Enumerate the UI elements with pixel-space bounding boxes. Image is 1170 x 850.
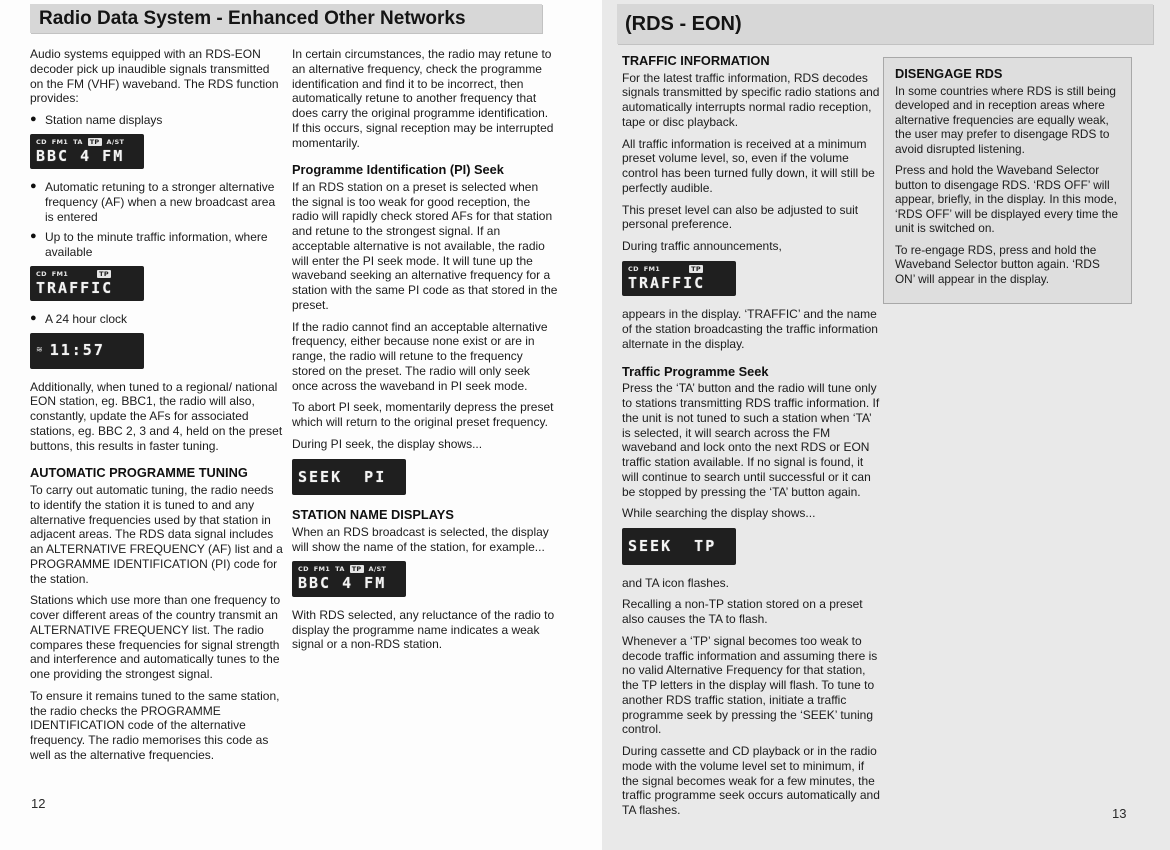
paragraph: When an RDS broadcast is selected, the display will show the name of the station, for example... bbox=[292, 524, 549, 554]
lcd-clock-text: 11:57 bbox=[49, 341, 105, 360]
page-12-title: Radio Data System - Enhanced Other Networks bbox=[39, 7, 466, 29]
cd-indicator: CD bbox=[36, 269, 47, 278]
paragraph: To abort PI seek, momentarily depress the preset which will return to the original preset frequency. bbox=[292, 400, 554, 430]
paragraph: During PI seek, the display shows... bbox=[292, 436, 483, 451]
intro-paragraph: Audio systems equipped with an RDS-EON decoder pick up inaudible signals transmitted on the FM (VHF) waveband. The RDS function provides: bbox=[30, 47, 279, 106]
page-12-header-band bbox=[30, 4, 542, 33]
section-heading-traffic-information: TRAFFIC INFORMATION bbox=[622, 53, 770, 68]
lcd-station-text: BBC 4 FM bbox=[36, 146, 125, 165]
lcd-indicator-row bbox=[36, 137, 138, 147]
lcd-traffic-display-1 bbox=[30, 266, 144, 301]
paragraph: To carry out automatic tuning, the radio needs to identify the station it is tuned to and any alternative frequencies used by that station in adjacent areas. The RDS data signal includes an ALTERNATIVE FREQUENCY (AF) list and a PROGRAMME IDENTIFICATION (PI) code for the station. bbox=[30, 483, 283, 586]
lcd-station-name-display-2 bbox=[292, 561, 406, 596]
paragraph: Press the ‘TA’ button and the radio will tune only to stations transmitting RDS traffic information. If the unit is not tuned to such a station when ‘TA’ is selected, it will search across the FM waveband and lock onto the next RDS or EON traffic station available. If no signal is found, it will continue to search until successful or it can be stopped by pressing the ‘TA’ button again. bbox=[622, 381, 880, 499]
bullet-text: Automatic retuning to a stronger alternative frequency (AF) when a new broadcast area is entered bbox=[45, 180, 276, 224]
paragraph: Stations which use more than one frequency to cover different areas of the country transmit an ALTERNATIVE FREQUENCY list. The radio compares these frequencies for signal strength and interference and automatically tunes to the one providing the strongest signal. bbox=[30, 593, 281, 682]
paragraph: During traffic announcements, bbox=[622, 239, 782, 254]
fm1-indicator: FM1 bbox=[51, 269, 69, 278]
lcd-indicator-row bbox=[628, 264, 730, 274]
ta-indicator: TA bbox=[335, 565, 345, 574]
page-13-header-band bbox=[617, 4, 1153, 44]
lcd-seek-pi-display bbox=[292, 459, 406, 495]
page-number-13: 13 bbox=[1112, 806, 1127, 821]
bullet-dot-icon: ● bbox=[30, 180, 37, 193]
paragraph: For the latest traffic information, RDS decodes signals transmitted by specific radio stations and automatically interrupts normal radio reception, tape or disc playback. bbox=[622, 70, 880, 129]
page-12-column-1 bbox=[30, 47, 284, 770]
page-13-title: (RDS - EON) bbox=[625, 12, 742, 35]
cd-indicator: CD bbox=[298, 565, 309, 574]
section-heading-pi-seek: Programme Identification (PI) Seek bbox=[292, 162, 504, 178]
paragraph: Whenever a ‘TP’ signal becomes too weak to decode traffic information and assuming there is no valid Alternative Frequency for that station, the TP letters in the display will flash. To tune to another RDS traffic station, initiate a traffic programme seek by pressing the ‘SEEK’ tuning control. bbox=[622, 633, 878, 737]
bullet-item-traffic-info bbox=[30, 230, 284, 260]
fm1-indicator: FM1 bbox=[51, 137, 69, 146]
paragraph: To ensure it remains tuned to the same station, the radio checks the PROGRAMME IDENTIFICATION code of the alternative frequency. The radio memorises this code as well as the alternative frequencies. bbox=[30, 688, 280, 762]
bullet-text: Up to the minute traffic information, where available bbox=[45, 230, 268, 260]
cd-indicator: CD bbox=[628, 264, 639, 273]
section-heading-disengage-rds: DISENGAGE RDS bbox=[895, 66, 1003, 81]
page-number-12: 12 bbox=[31, 796, 46, 811]
ast-indicator: A/ST bbox=[106, 137, 125, 146]
paragraph: If an RDS station on a preset is selected when the signal is too weak for good reception, the radio will rapidly check stored AFs for that station and retune to the strongest signal. If an acceptable alternative is not available, the radio will enter the PI seek mode. It will tune up the waveband seeking an alternative frequency for a station with the same PI code as that stored in the preset. bbox=[292, 179, 558, 312]
bullet-text: Station name displays bbox=[45, 113, 163, 127]
clock-band-icon: ≋ bbox=[36, 345, 43, 355]
page-12-column-2 bbox=[292, 47, 558, 659]
bullet-item-clock bbox=[30, 312, 284, 327]
bullet-dot-icon: ● bbox=[30, 230, 37, 243]
paragraph: All traffic information is received at a minimum preset volume level, so, even if the volume control has been turned fully down, it will still be perfectly audible. bbox=[622, 136, 875, 195]
paragraph: To re-engage RDS, press and hold the Waveband Selector button again. ‘RDS ON’ will appear in the display. bbox=[895, 242, 1100, 286]
tp-indicator: TP bbox=[351, 565, 362, 574]
paragraph: In some countries where RDS is still being developed and in reception areas where alternative frequencies are equally weak, the user may prefer to disengage RDS to avoid disrupted listening. bbox=[895, 83, 1116, 156]
bullet-item-af-retuning bbox=[30, 180, 284, 224]
fm1-indicator: FM1 bbox=[313, 565, 331, 574]
lcd-seek-pi-text: SEEK PI bbox=[298, 467, 387, 486]
paragraph: Additionally, when tuned to a regional/ national EON station, eg. BBC1, the radio will also, constantly, update the AFs for associated stations, eg. BBC 2, 3 and 4, held on the preset buttons, this results in faster tuning. bbox=[30, 379, 283, 453]
paragraph: In certain circumstances, the radio may retune to an alternative frequency, check the programme identification and find it to be incorrect, then automatically retune to another frequency that does carry the original programme identification. If this occurs, signal reception may be interrupted momentarily. bbox=[292, 47, 554, 150]
paragraph: and TA icon flashes. bbox=[622, 575, 729, 590]
paragraph: appears in the display. ‘TRAFFIC’ and the name of the station broadcasting the traffic information alternate in the display. bbox=[622, 307, 878, 351]
page-13-column-1 bbox=[622, 53, 883, 825]
lcd-traffic-text: TRAFFIC bbox=[628, 273, 706, 292]
ta-indicator: TA bbox=[73, 137, 83, 146]
lcd-traffic-display-2 bbox=[622, 261, 736, 296]
lcd-clock-display bbox=[30, 333, 144, 368]
lcd-indicator-row bbox=[36, 269, 138, 279]
paragraph: During cassette and CD playback or in the radio mode with the volume level set to minimum, if the signal becomes weak for a few minutes, the traffic programme seek occurs automatically and TA flashes. bbox=[622, 744, 880, 818]
bullet-dot-icon: ● bbox=[30, 312, 37, 325]
section-heading-automatic-programme-tuning: AUTOMATIC PROGRAMME TUNING bbox=[30, 465, 248, 481]
paragraph: If the radio cannot find an acceptable alternative frequency, either because none exist or are in range, the radio will retune to the frequency stored on the preset. The radio will only seek once across the waveband in PI seek mode. bbox=[292, 319, 548, 393]
lcd-traffic-text: TRAFFIC bbox=[36, 278, 114, 297]
paragraph: With RDS selected, any reluctance of the radio to display the programme name indicates a weak signal or a non-RDS station. bbox=[292, 607, 555, 652]
bullet-text: A 24 hour clock bbox=[45, 312, 128, 327]
cd-indicator: CD bbox=[36, 137, 47, 146]
lcd-station-text: BBC 4 FM bbox=[298, 574, 387, 593]
disengage-rds-panel bbox=[883, 57, 1132, 304]
ast-indicator: A/ST bbox=[368, 565, 387, 574]
paragraph: Recalling a non-TP station stored on a preset also causes the TA to flash. bbox=[622, 597, 863, 627]
page-13 bbox=[602, 0, 1170, 850]
bullet-dot-icon: ● bbox=[30, 113, 37, 125]
bullet-item-station-name bbox=[30, 113, 284, 128]
lcd-station-name-display-1 bbox=[30, 134, 144, 169]
tp-indicator: TP bbox=[89, 137, 100, 146]
fm1-indicator: FM1 bbox=[643, 264, 661, 273]
lcd-indicator-row bbox=[298, 564, 400, 574]
paragraph: This preset level can also be adjusted to suit personal preference. bbox=[622, 202, 859, 232]
paragraph: While searching the display shows... bbox=[622, 506, 816, 521]
section-heading-traffic-programme-seek: Traffic Programme Seek bbox=[622, 363, 769, 379]
tp-indicator: TP bbox=[99, 269, 109, 278]
section-heading-station-name-displays: STATION NAME DISPLAYS bbox=[292, 507, 454, 523]
tp-indicator: TP bbox=[691, 264, 701, 273]
lcd-seek-tp-text: SEEK TP bbox=[628, 537, 717, 556]
lcd-seek-tp-display bbox=[622, 528, 736, 564]
paragraph: Press and hold the Waveband Selector button to disengage RDS. ‘RDS OFF’ will appear, briefly, in the display. In this mode, ‘RDS OFF’ will be displayed every time the unit is switched on. bbox=[895, 163, 1119, 236]
